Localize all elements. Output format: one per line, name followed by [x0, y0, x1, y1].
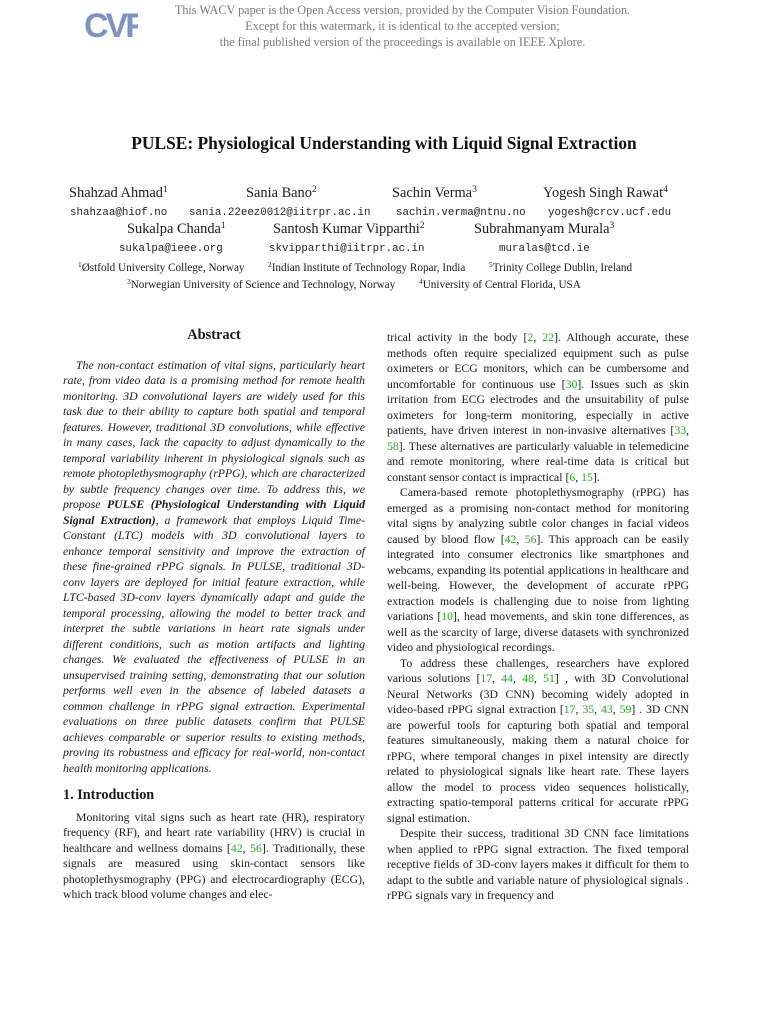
affiliation: $^3$Norwegian University of Science and Technology, Norway [127, 276, 396, 291]
author-name: Yogesh Singh Rawat$^4$ [543, 184, 668, 201]
author-email: yogesh@crcv.ucf.edu [548, 207, 672, 219]
citation-link[interactable]: 2 [527, 331, 534, 344]
citation-link[interactable]: 33 [674, 424, 687, 437]
citation-link[interactable]: 42 [230, 841, 243, 855]
watermark-line-1: This WACV paper is the Open Access version, provided by the Computer Vision Foundation. [174, 3, 631, 17]
citation-link[interactable]: 56 [250, 841, 262, 855]
author-name: Sania Bano$^2$ [246, 184, 317, 201]
author-email: sania.22eez0012@iitrpr.ac.in [189, 207, 371, 219]
author-name: Shahzad Ahmad$^1$ [69, 184, 168, 201]
body-paragraph: trical activity in the body [2, 22]. Although accurate, these methods often require specialized equipment such as pulse oximeters or ECG monitors, which can be cumbersome and uncomfortable for continuous use [30]. Issues such as skin irritation from ECG electrodes and the unsuitability of pulse oximeters for long-term monitoring, especially in active patients, have driven interest in non-invasive alternatives [33, 58]. These alternatives are particularly valuable in telemedicine and remote monitoring, where real-time data is critical but constant sensor contact is impractical [6, 15]. [387, 331, 689, 484]
author-email: shahzaa@hiof.no [70, 207, 168, 219]
citation-link[interactable]: 44 [501, 672, 514, 685]
abstract-text: The non-contact estimation of vital signs, particularly heart rate, from video data is a promising method for remote health monitoring. 3D convolutional layers are widely used for this task due to their ability to capture both spatial and temporal features. However, traditional 3D convolutions, while effective in many cases, lack the capacity to adjust dynamically to the temporal variability inherent in physiological signals such as remote photoplethysmography (rPPG), which are characterized by subtle frequency changes over time. To address this, we propose PULSE (Physiological Understanding with Liquid Signal Extraction), a framework that employs Liquid Time-Constant (LTC) models with 3D convolutional layers to enhance temporal sensitivity and improve the extraction of these fine-grained rPPG signals. In PULSE, traditional 3D-conv layers are deployed for initial feature extraction, while LTC-based 3D-conv layers dynamically adapt and guide the temporal processing, allowing the model to better track and interpret the subtle variations in heart rate signals under different conditions, such as motion artifacts and lighting changes. We evaluated the effectiveness of PULSE in an unsupervised training setting, demonstrating that our solution performs well even in the absence of labeled datasets a common challenge in rPPG signal extraction. Experimental evaluations on three public datasets confirm that PULSE achieves comparable or superior results to existing methods, proving its robustness and efficacy for real-world, non-contact health monitoring applications. [63, 358, 365, 775]
citation-link[interactable]: 22 [542, 331, 555, 344]
body-paragraph: Despite their success, traditional 3D CNN face limitations when applied to rPPG signal extraction. The fixed temporal receptive fields of 3D-conv layers makes it difficult for them to adapt to the subtle and variable nature of physiological signals . rPPG signals vary in frequency and [387, 827, 689, 902]
citation-link[interactable]: 56 [524, 532, 537, 546]
body-paragraph: Camera-based remote photoplethysmography (rPPG) has emerged as a promising non-contact method for monitoring vital signs by analyzing subtle color changes in facial videos caused by blood flow [42, 56]. This approach can be easily integrated into consumer electronics like smartphones and webcams, expanding its potential applications in healthcare and well-being. However, the development of accurate rPPG extraction models is challenging due to noise from lighting variations [10], head movements, and skin tone differences, as well as the scarcity of large, diverse datasets with synchronized video and physiological recordings. [387, 486, 690, 654]
citation-link[interactable]: 58 [387, 439, 399, 453]
citation-link[interactable]: 51 [543, 672, 555, 685]
citation-link[interactable]: 17 [480, 672, 493, 685]
cvf-logo [84, 5, 138, 48]
paper-title: PULSE: Physiological Understanding with Liquid Signal Extraction [131, 133, 637, 153]
affiliation: $^5$Trinity College Dublin, Ireland [489, 259, 633, 274]
author-name: Santosh Kumar Vipparthi$^2$ [273, 220, 425, 237]
open-access-watermark [150, 2, 655, 50]
body-paragraph: To address these challenges, researchers have explored various solutions [17, 44, 48, 51] , with 3D Convolutional Neural Networks (3D CNN) becoming widely adopted in video-based rPPG signal extraction [17, 35, 43, 59] . 3D CNN are powerful tools for capturing both spatial and temporal features simultaneously, making them a natural choice for rPPG, where temporal changes in pixel intensity are directly related to physiological signals like heart rate. These layers allow the model to process video sequences holistically, extracting spatio-temporal patterns critical for accurate rPPG signal estimation. [387, 656, 690, 825]
citation-link[interactable]: 6 [569, 470, 576, 484]
citation-link[interactable]: 59 [619, 703, 632, 716]
affiliation: $^1$Østfold University College, Norway [78, 259, 245, 274]
citation-link[interactable]: 42 [504, 532, 517, 546]
watermark-line-2: Except for this watermark, it is identical to the accepted version; [245, 19, 560, 33]
citation-link[interactable]: 48 [522, 672, 534, 685]
svg-text:CVF: CVF [84, 7, 138, 43]
abstract-heading: Abstract [187, 327, 241, 343]
affiliation: $^4$University of Central Florida, USA [419, 276, 581, 291]
right-column [387, 330, 689, 904]
author-email: muralas@tcd.ie [499, 243, 590, 255]
citation-link[interactable]: 17 [563, 703, 576, 716]
author-email: sukalpa@ieee.org [119, 243, 223, 255]
left-column [63, 328, 365, 903]
author-name: Subrahmanyam Murala$^3$ [474, 220, 615, 237]
citation-link[interactable]: 43 [600, 703, 613, 716]
author-email: sachin.verma@ntnu.no [396, 207, 526, 219]
citation-link[interactable]: 35 [582, 703, 595, 716]
abstract-bold-name: PULSE (Physiological Understanding with Liquid Signal Extraction) [63, 498, 365, 527]
author-email: skvipparthi@iitrpr.ac.in [269, 243, 425, 255]
author-name: Sachin Verma$^3$ [392, 184, 477, 201]
affiliation: $^2$Indian Institute of Technology Ropar, India [268, 259, 466, 274]
citation-link[interactable]: 10 [441, 610, 454, 623]
citation-link[interactable]: 30 [565, 377, 578, 391]
section-heading-introduction: 1. Introduction [63, 787, 155, 803]
watermark-line-3: the final published version of the proceedings is available on IEEE Xplore. [219, 35, 586, 49]
citation-link[interactable]: 15 [581, 470, 593, 484]
intro-paragraph: Monitoring vital signs such as heart rate (HR), respiratory frequency (RF), and heart rate variability (HRV) is crucial in healthcare and wellness domains [42, 56]. Traditionally, these signals are measured using skin-contact sensors like photoplethysmography (PPG) and electrocardiography (ECG), which track blood volume changes and elec- [63, 810, 366, 901]
author-name: Sukalpa Chanda$^1$ [127, 220, 226, 237]
